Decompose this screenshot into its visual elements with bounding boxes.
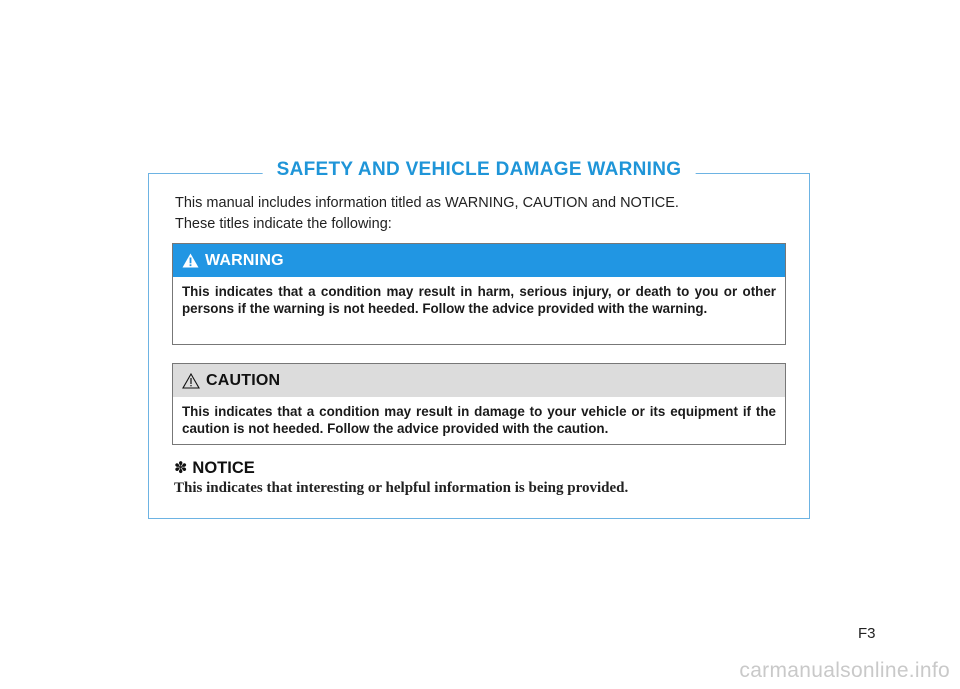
caution-label: CAUTION bbox=[206, 371, 281, 389]
notice-label: NOTICE bbox=[192, 458, 255, 477]
caution-header bbox=[173, 364, 785, 397]
caution-triangle-icon bbox=[182, 373, 200, 389]
warning-text: This indicates that a condition may result in harm, serious injury, or death to you or other persons if the warning is not heeded. Follow the advice provided with the warning. bbox=[182, 284, 776, 316]
warning-label: WARNING bbox=[205, 251, 284, 269]
watermark: carmanualsonline.info bbox=[739, 659, 950, 682]
caution-box bbox=[172, 363, 786, 445]
warning-triangle-icon bbox=[182, 253, 199, 268]
notice-section bbox=[174, 458, 628, 497]
warning-box bbox=[172, 243, 786, 345]
notice-title bbox=[174, 458, 628, 478]
warning-header bbox=[173, 244, 785, 277]
asterisk-icon: ✽ bbox=[174, 460, 188, 477]
intro-text bbox=[175, 193, 679, 235]
notice-text: This indicates that interesting or helpful information is being provided. bbox=[174, 480, 629, 496]
intro-line-2: These titles indicate the following: bbox=[175, 216, 392, 232]
caution-text: This indicates that a condition may result in damage to your vehicle or its equipment if the caution is not heeded. Follow the advice provided with the caution. bbox=[182, 404, 776, 436]
safety-frame bbox=[148, 159, 810, 519]
page-number: F3 bbox=[858, 625, 876, 642]
intro-line-1: This manual includes information titled as WARNING, CAUTION and NOTICE. bbox=[175, 195, 679, 211]
frame-title: SAFETY AND VEHICLE DAMAGE WARNING bbox=[263, 159, 696, 181]
